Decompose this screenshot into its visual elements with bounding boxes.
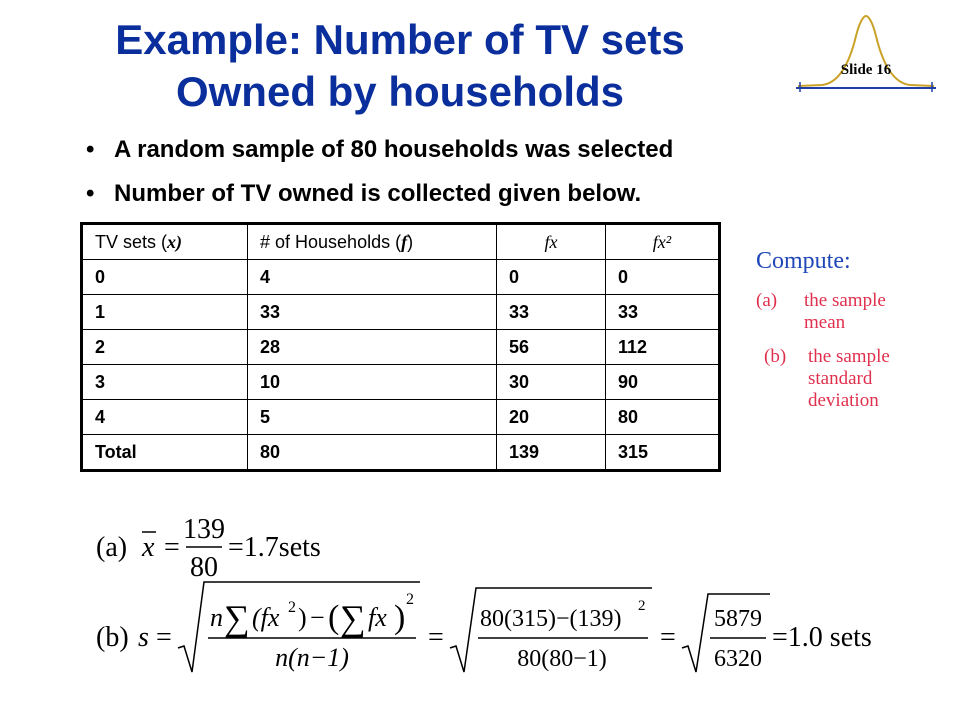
exponent: 2 [288,599,296,616]
table-cell: Total [82,435,248,471]
table-cell: 10 [248,365,497,400]
compute-panel [756,246,890,412]
table-cell: 0 [606,260,720,295]
item-text: the sample [808,346,890,367]
slide-number: Slide 16 [840,62,892,78]
formula-std-dev [96,582,872,672]
table-cell: 4 [248,260,497,295]
exponent: 2 [638,598,646,614]
table-cell: 30 [497,365,606,400]
table-row [82,365,720,400]
std-result: =1.0 sets [772,622,872,653]
bell-curve-logo [792,6,940,96]
header-fx2: fx² [606,224,720,260]
table-cell: 139 [497,435,606,471]
item-text: the sample [804,290,886,311]
formula-mean [96,514,321,583]
equals-sign: = [660,622,676,653]
table-row [82,295,720,330]
item-text: deviation [808,390,879,411]
table-row [82,400,720,435]
exponent: 2 [406,591,414,608]
n-symbol: n [210,603,223,632]
bullet-list [86,128,673,216]
fx-squared: (fx [252,603,280,632]
table-cell: 20 [497,400,606,435]
formula-a-label: (a) [96,532,128,563]
formulas [92,500,892,700]
bullet-text: A random sample of 80 households was selected [114,136,674,163]
sum-symbol: ∑ [224,598,250,638]
equals-sign: = [428,622,444,653]
table-cell: 0 [82,260,248,295]
table-cell: 33 [248,295,497,330]
title-line-2: Owned by households [175,68,625,115]
substituted-numerator: 80(315)−(139) [480,606,622,632]
table-cell: 80 [248,435,497,471]
header-text: ) [407,231,414,252]
table-cell: 112 [606,330,720,365]
table-cell: 3 [82,365,248,400]
equals-sign: = [164,532,180,563]
compute-item-b [756,346,890,412]
title-line-1: Example: Number of TV sets [115,16,685,63]
bullet-item [86,128,673,172]
paren-close: ) [394,599,406,636]
bullet-item [86,172,673,216]
std-denominator: n(n−1) [275,643,349,672]
tv-sets-table [80,222,721,472]
header-var: f [401,231,408,252]
header-text: TV sets ( [95,231,168,252]
equals-sign: = [156,622,172,653]
formula-b-label: (b) [96,622,129,653]
header-var: x) [167,231,183,252]
compute-item-a [756,290,890,334]
header-fx: fx [497,224,606,260]
fx-symbol: fx [368,603,387,632]
mean-numerator: 139 [183,514,225,545]
slide-title [20,14,780,118]
table-cell: 90 [606,365,720,400]
item-label: (a) [756,290,778,311]
table-cell: 315 [606,435,720,471]
item-text: mean [804,312,846,333]
compute-heading: Compute: [756,248,851,274]
table-cell: 28 [248,330,497,365]
bullet-text: Number of TV owned is collected given below. [114,180,642,207]
paren-close: ) [298,603,307,632]
paren-open: ( [328,599,340,636]
table-row [82,260,720,295]
table-cell: 5 [248,400,497,435]
xbar-variable: x [142,532,155,563]
header-tv-sets [82,224,248,260]
minus-sign: − [310,603,325,632]
substituted-denominator: 80(80−1) [517,646,607,672]
table-total-row [82,435,720,471]
table-cell: 2 [82,330,248,365]
table-cell: 4 [82,400,248,435]
item-label: (b) [764,346,787,367]
table-cell: 80 [606,400,720,435]
mean-result: =1.7sets [228,532,321,563]
mean-denominator: 80 [190,552,218,583]
item-text: standard [808,368,873,389]
table-cell: 56 [497,330,606,365]
table-cell: 33 [497,295,606,330]
sum-symbol: ∑ [340,598,366,638]
header-households [248,224,497,260]
table-cell: 33 [606,295,720,330]
table-header-row [82,224,720,260]
s-variable: s [138,622,149,653]
final-denominator: 6320 [714,646,762,672]
table-cell: 1 [82,295,248,330]
table-cell: 0 [497,260,606,295]
final-numerator: 5879 [714,606,762,632]
bullet-dot-icon: • [86,136,95,163]
header-text: # of Households ( [260,231,402,252]
bullet-dot-icon: • [86,180,95,207]
table-row [82,330,720,365]
